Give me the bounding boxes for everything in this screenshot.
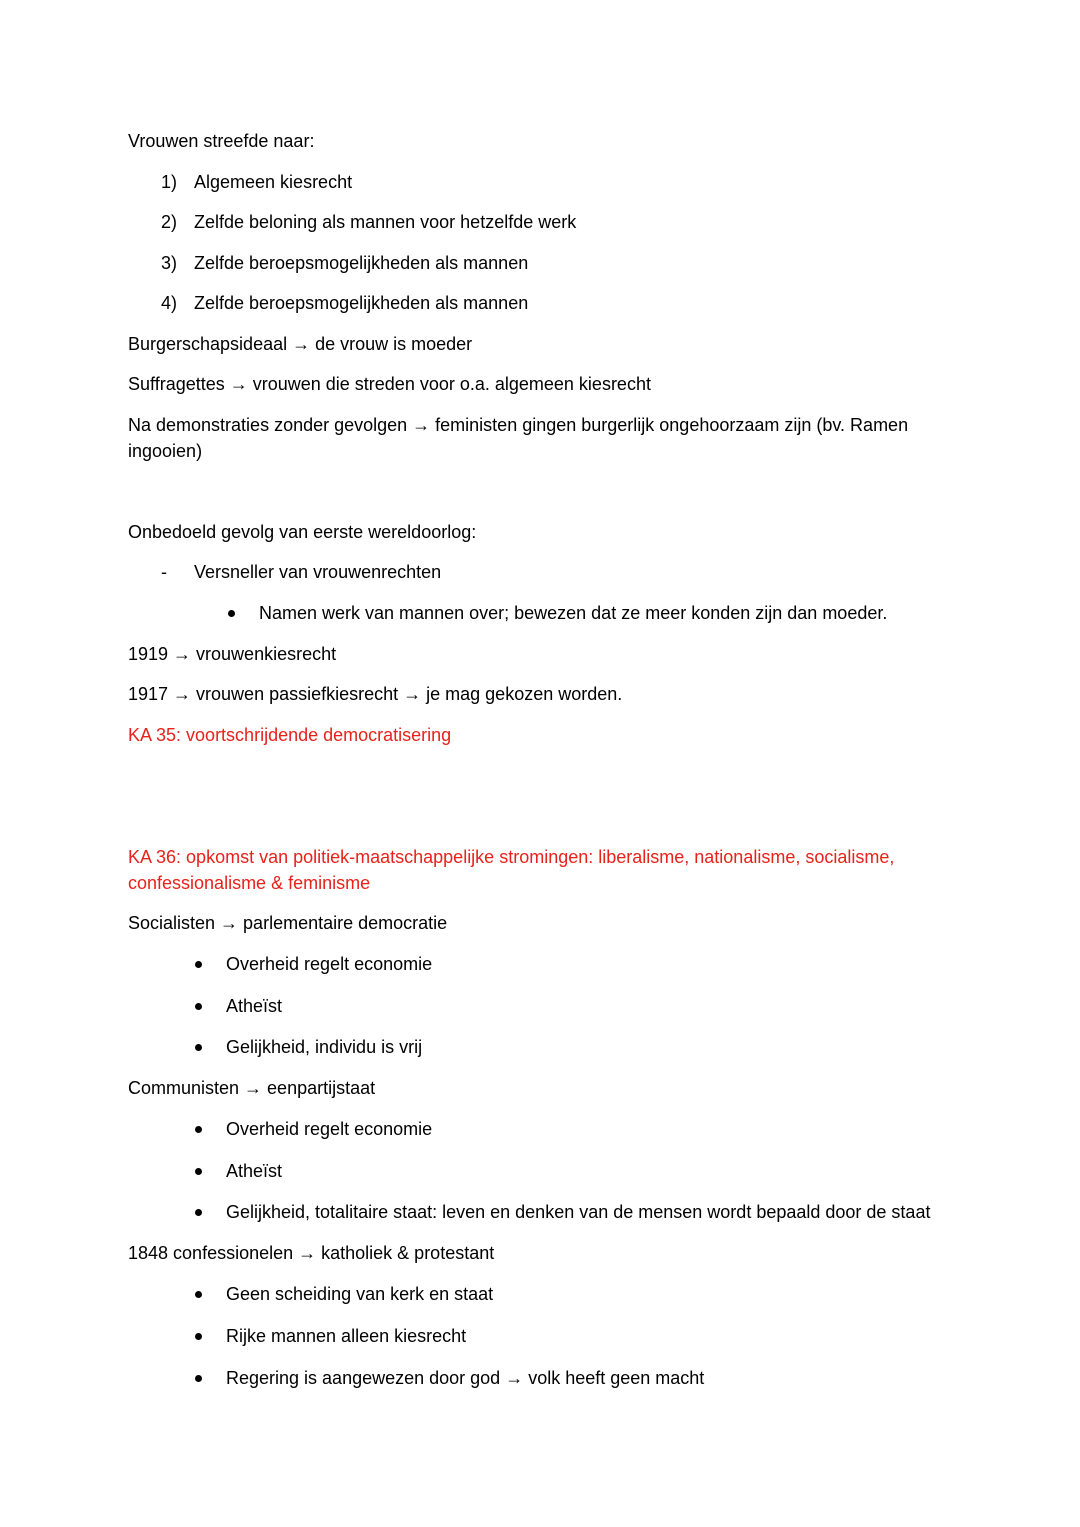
list-item: Overheid regelt economie: [226, 954, 433, 974]
bullet-icon: [195, 1209, 202, 1216]
suffragettes-text: Suffragettes → vrouwen die streden voor o.a. algemeen kiesrecht: [128, 374, 651, 394]
goal-number: 2): [161, 212, 178, 232]
wereldoorlog-heading: Onbedoeld gevolg van eerste wereldoorlog:: [128, 522, 477, 542]
list-item: Geen scheiding van kerk en staat: [226, 1284, 494, 1304]
year-1917-text: 1917 → vrouwen passiefkiesrecht → je mag gekozen worden.: [128, 684, 623, 704]
list-item: Rijke mannen alleen kiesrecht: [226, 1326, 467, 1346]
year-1919-text: 1919 → vrouwenkiesrecht: [128, 644, 337, 664]
list-item: Regering is aangewezen door god → volk heeft geen macht: [226, 1368, 705, 1388]
goal-item: Zelfde beloning als mannen voor hetzelfde werk: [194, 212, 577, 232]
list-item: Overheid regelt economie: [226, 1119, 433, 1139]
list-item: Gelijkheid, individu is vrij: [226, 1037, 423, 1057]
list-item: Gelijkheid, totalitaire staat: leven en denken van de mensen wordt bepaald door de staat: [226, 1202, 931, 1222]
sub-bullet-item: Namen werk van mannen over; bewezen dat ze meer konden zijn dan moeder.: [259, 603, 888, 623]
bullet-icon: [195, 1291, 202, 1298]
burgerschap-text: Burgerschapsideaal → de vrouw is moeder: [128, 334, 473, 354]
bullet-icon: [195, 1003, 202, 1010]
bullet-icon: [228, 610, 235, 617]
goal-item: Algemeen kiesrecht: [194, 172, 353, 192]
list-item: Atheïst: [226, 1161, 283, 1181]
ka35-heading: KA 35: voortschrijdende democratisering: [128, 725, 452, 745]
bullet-icon: [195, 1126, 202, 1133]
goal-item: Zelfde beroepsmogelijkheden als mannen: [194, 293, 529, 313]
socialisten-heading: Socialisten → parlementaire democratie: [128, 913, 448, 933]
bullet-icon: [195, 1375, 202, 1382]
goal-item: Zelfde beroepsmogelijkheden als mannen: [194, 253, 529, 273]
dash-item: Versneller van vrouwenrechten: [194, 562, 442, 582]
communisten-heading: Communisten → eenpartijstaat: [128, 1078, 376, 1098]
list-item: Atheïst: [226, 996, 283, 1016]
bullet-icon: [195, 961, 202, 968]
confessionelen-heading: 1848 confessionelen → katholiek & protestant: [128, 1243, 495, 1263]
goal-number: 4): [161, 293, 178, 313]
ka36-heading: KA 36: opkomst van politiek-maatschappelijke stromingen: liberalisme, nationalisme, socialisme, confessionalisme & feminisme: [128, 847, 895, 893]
demonstraties-text: Na demonstraties zonder gevolgen → feministen gingen burgerlijk ongehoorzaam zijn (bv. Ramen ingooien): [128, 415, 909, 461]
dash-marker: -: [161, 562, 167, 582]
intro-text: Vrouwen streefde naar:: [128, 131, 315, 151]
bullet-icon: [195, 1333, 202, 1340]
goal-number: 1): [161, 172, 178, 192]
bullet-icon: [195, 1044, 202, 1051]
bullet-icon: [195, 1168, 202, 1175]
goal-number: 3): [161, 253, 178, 273]
